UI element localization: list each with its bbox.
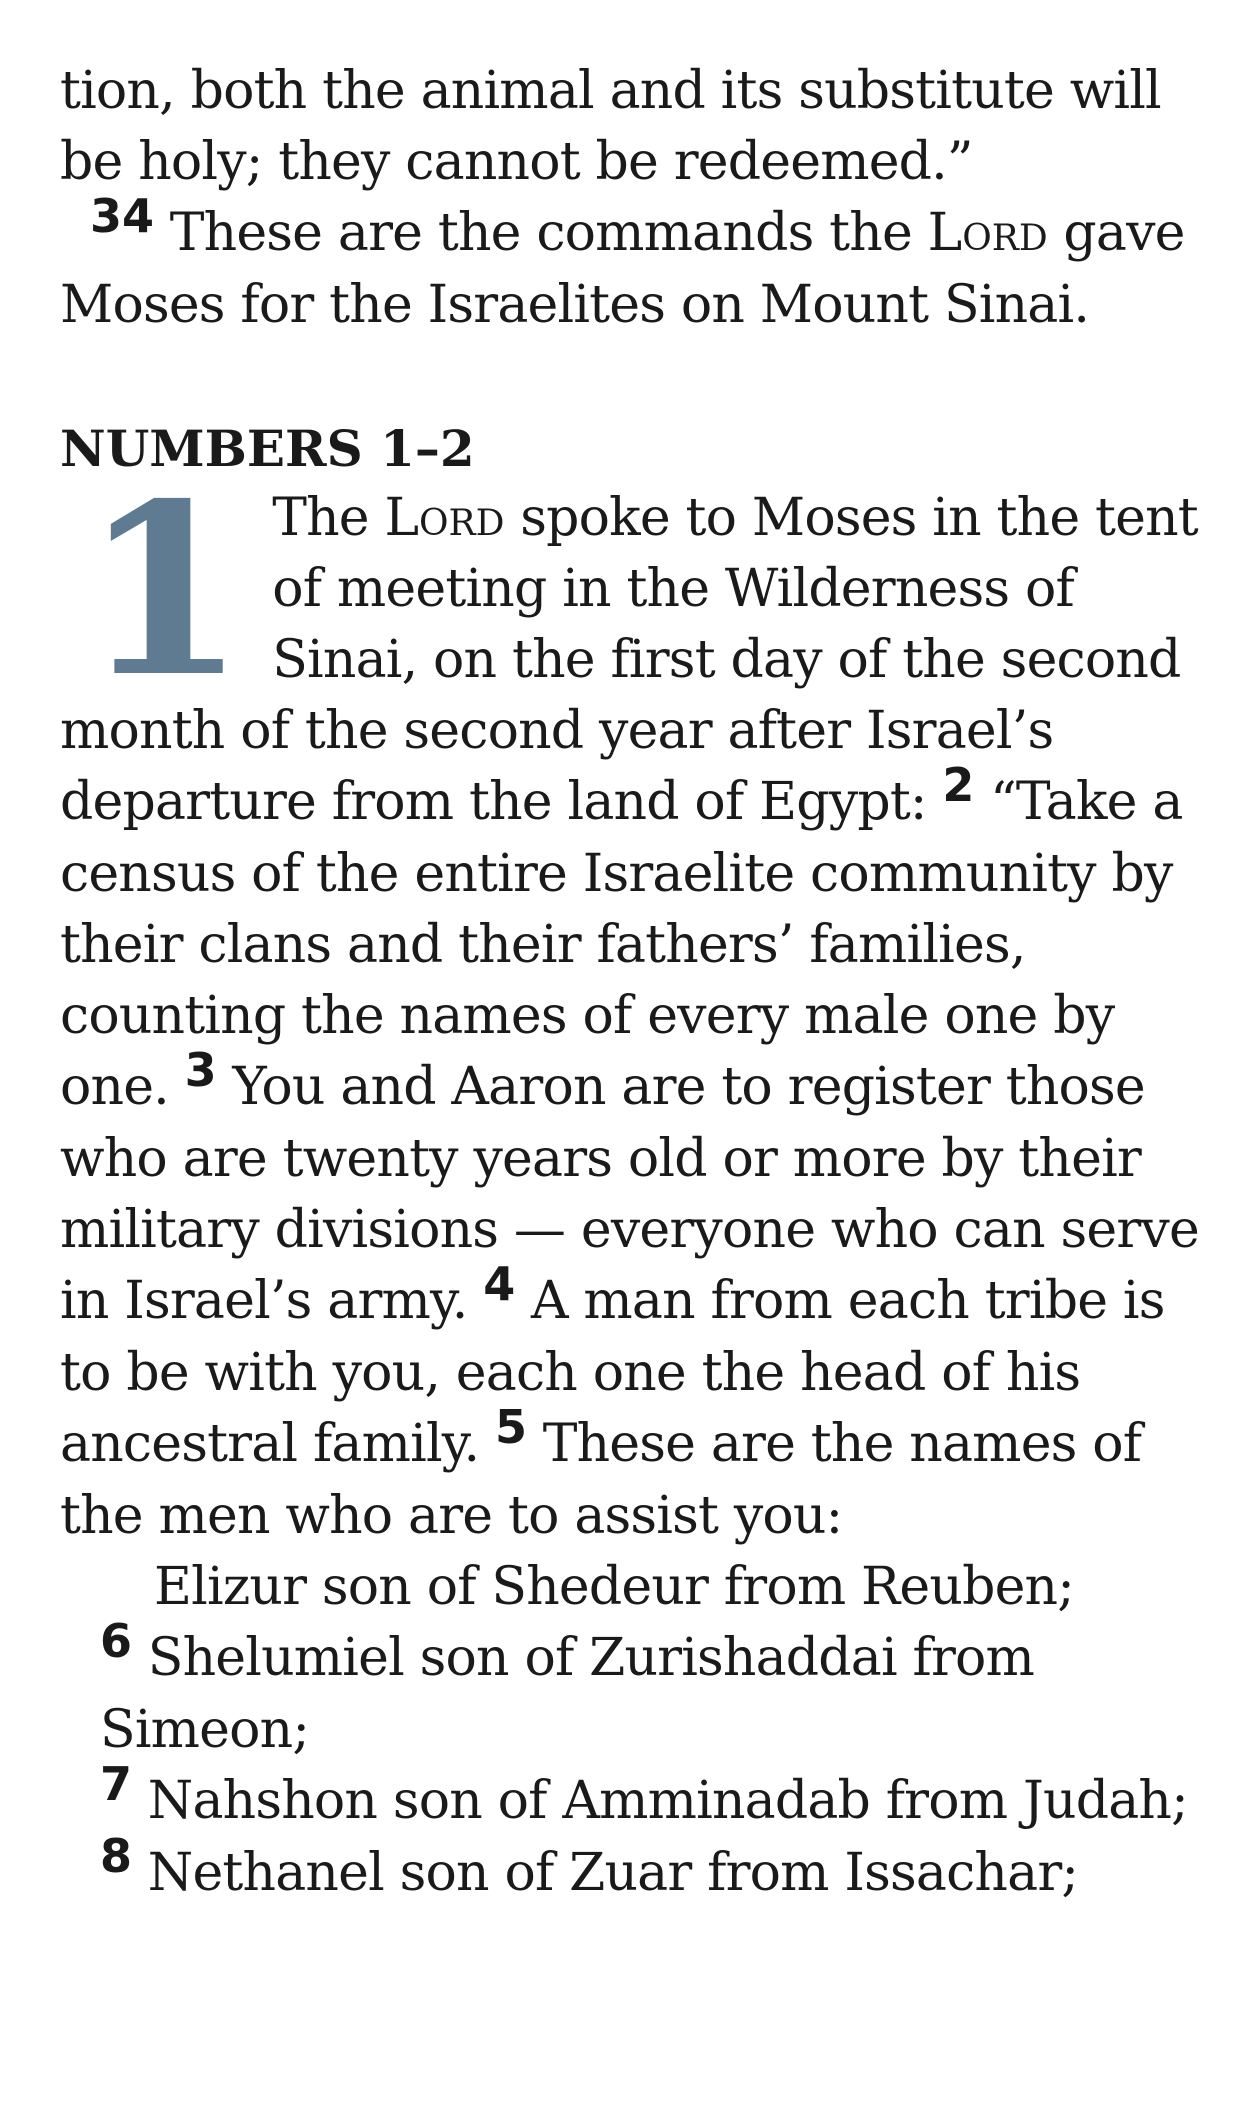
verse-number-5: 5 — [494, 1400, 527, 1454]
verse-number-2: 2 — [942, 758, 975, 812]
verse-number-3: 3 — [184, 1043, 217, 1097]
verse-1-text-a: The — [272, 488, 385, 548]
list-item-text: Shelumiel son of Zurishaddai from Simeon; — [100, 1628, 1035, 1760]
list-item — [60, 1552, 1200, 1623]
list-item — [100, 1829, 1200, 1910]
list-item — [100, 1757, 1200, 1838]
verse-5-text: These are the names of the men who are to assist you: — [60, 1414, 1142, 1546]
verse-2-text: “Take a census of the entire Israelite community by their clans and their fathers’ families, counting the names of every male one by one. — [60, 772, 1183, 1117]
verse-4-text: A man from each tribe is to be with you, each one the head of his ancestral family. — [60, 1271, 1165, 1474]
leviticus-27-ending — [60, 56, 1200, 341]
verse-34-text-b: gave Moses for the Israelites on Mount Sinai. — [60, 203, 1185, 335]
verse-number-6: 6 — [100, 1614, 133, 1668]
reading-page — [60, 56, 1200, 1910]
verse-number-34: 34 — [90, 189, 155, 243]
list-item-text: Nahshon son of Amminadab from Judah; — [147, 1771, 1188, 1831]
verse-1-text-b: spoke to Moses in the tent of meeting in the Wilderness of Sinai, on the first day of the second month of the second year after Israel’s departure from the land of Egypt: — [60, 488, 1198, 832]
verse-number-4: 4 — [483, 1257, 516, 1311]
lord-small-caps: Lord — [927, 203, 1048, 263]
verse-34-text-a: These are the commands the — [169, 203, 928, 263]
lord-small-caps: Lord — [384, 488, 505, 548]
section-heading: NUMBERS 1–2 — [60, 419, 475, 478]
list-item — [100, 1614, 1200, 1766]
verse-number-8: 8 — [100, 1829, 133, 1883]
verse-3-text: You and Aaron are to register those who are twenty years old or more by their military divisions — everyone who can serve in Israel’s army. — [60, 1057, 1199, 1331]
list-item-text: Nethanel son of Zuar from Issachar; — [147, 1843, 1079, 1903]
verse-number-7: 7 — [100, 1757, 133, 1811]
chapter-drop-cap: 1 — [82, 451, 247, 729]
list-item-text: Elizur son of Shedeur from Reuben; — [154, 1557, 1074, 1617]
verse-33-end-text: tion, both the animal and its substitute will be holy; they cannot be redeemed.” — [60, 61, 1161, 192]
census-leaders-list — [60, 1552, 1200, 1910]
numbers-chapter-1 — [60, 451, 1200, 1552]
